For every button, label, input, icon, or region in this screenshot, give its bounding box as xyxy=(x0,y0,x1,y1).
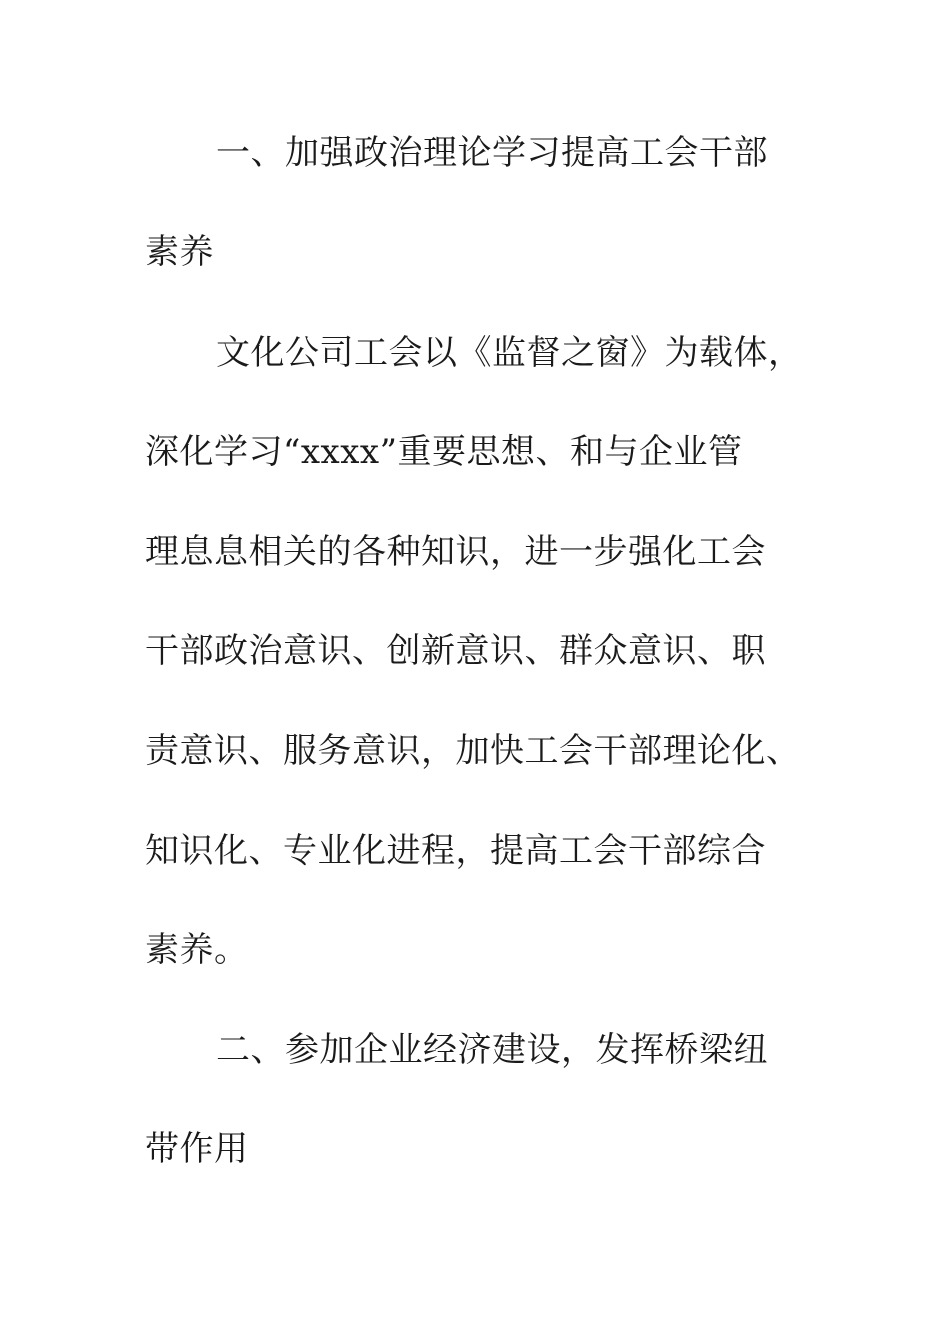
paragraph-line: 责意识、服务意识，加快工会干部理论化、 xyxy=(145,731,801,771)
paragraph-line: 素养。 xyxy=(145,930,249,970)
paragraph-line: 理息息相关的各种知识，进一步强化工会 xyxy=(145,532,766,572)
paragraph-line: 干部政治意识、创新意识、群众意识、职 xyxy=(145,631,766,671)
section-1-heading: 一、加强政治理论学习提高工会干部 xyxy=(216,133,768,173)
section-1-heading-continued: 素养 xyxy=(145,232,214,272)
section-2-heading-continued: 带作用 xyxy=(145,1129,249,1169)
section-2-heading: 二、参加企业经济建设，发挥桥梁纽 xyxy=(216,1030,768,1070)
paragraph-line: 深化学习“xxxx”重要思想、和与企业管 xyxy=(145,432,743,472)
paragraph-line: 文化公司工会以《监督之窗》为载体， xyxy=(216,333,803,373)
paragraph-line: 知识化、专业化进程，提高工会干部综合 xyxy=(145,831,766,871)
